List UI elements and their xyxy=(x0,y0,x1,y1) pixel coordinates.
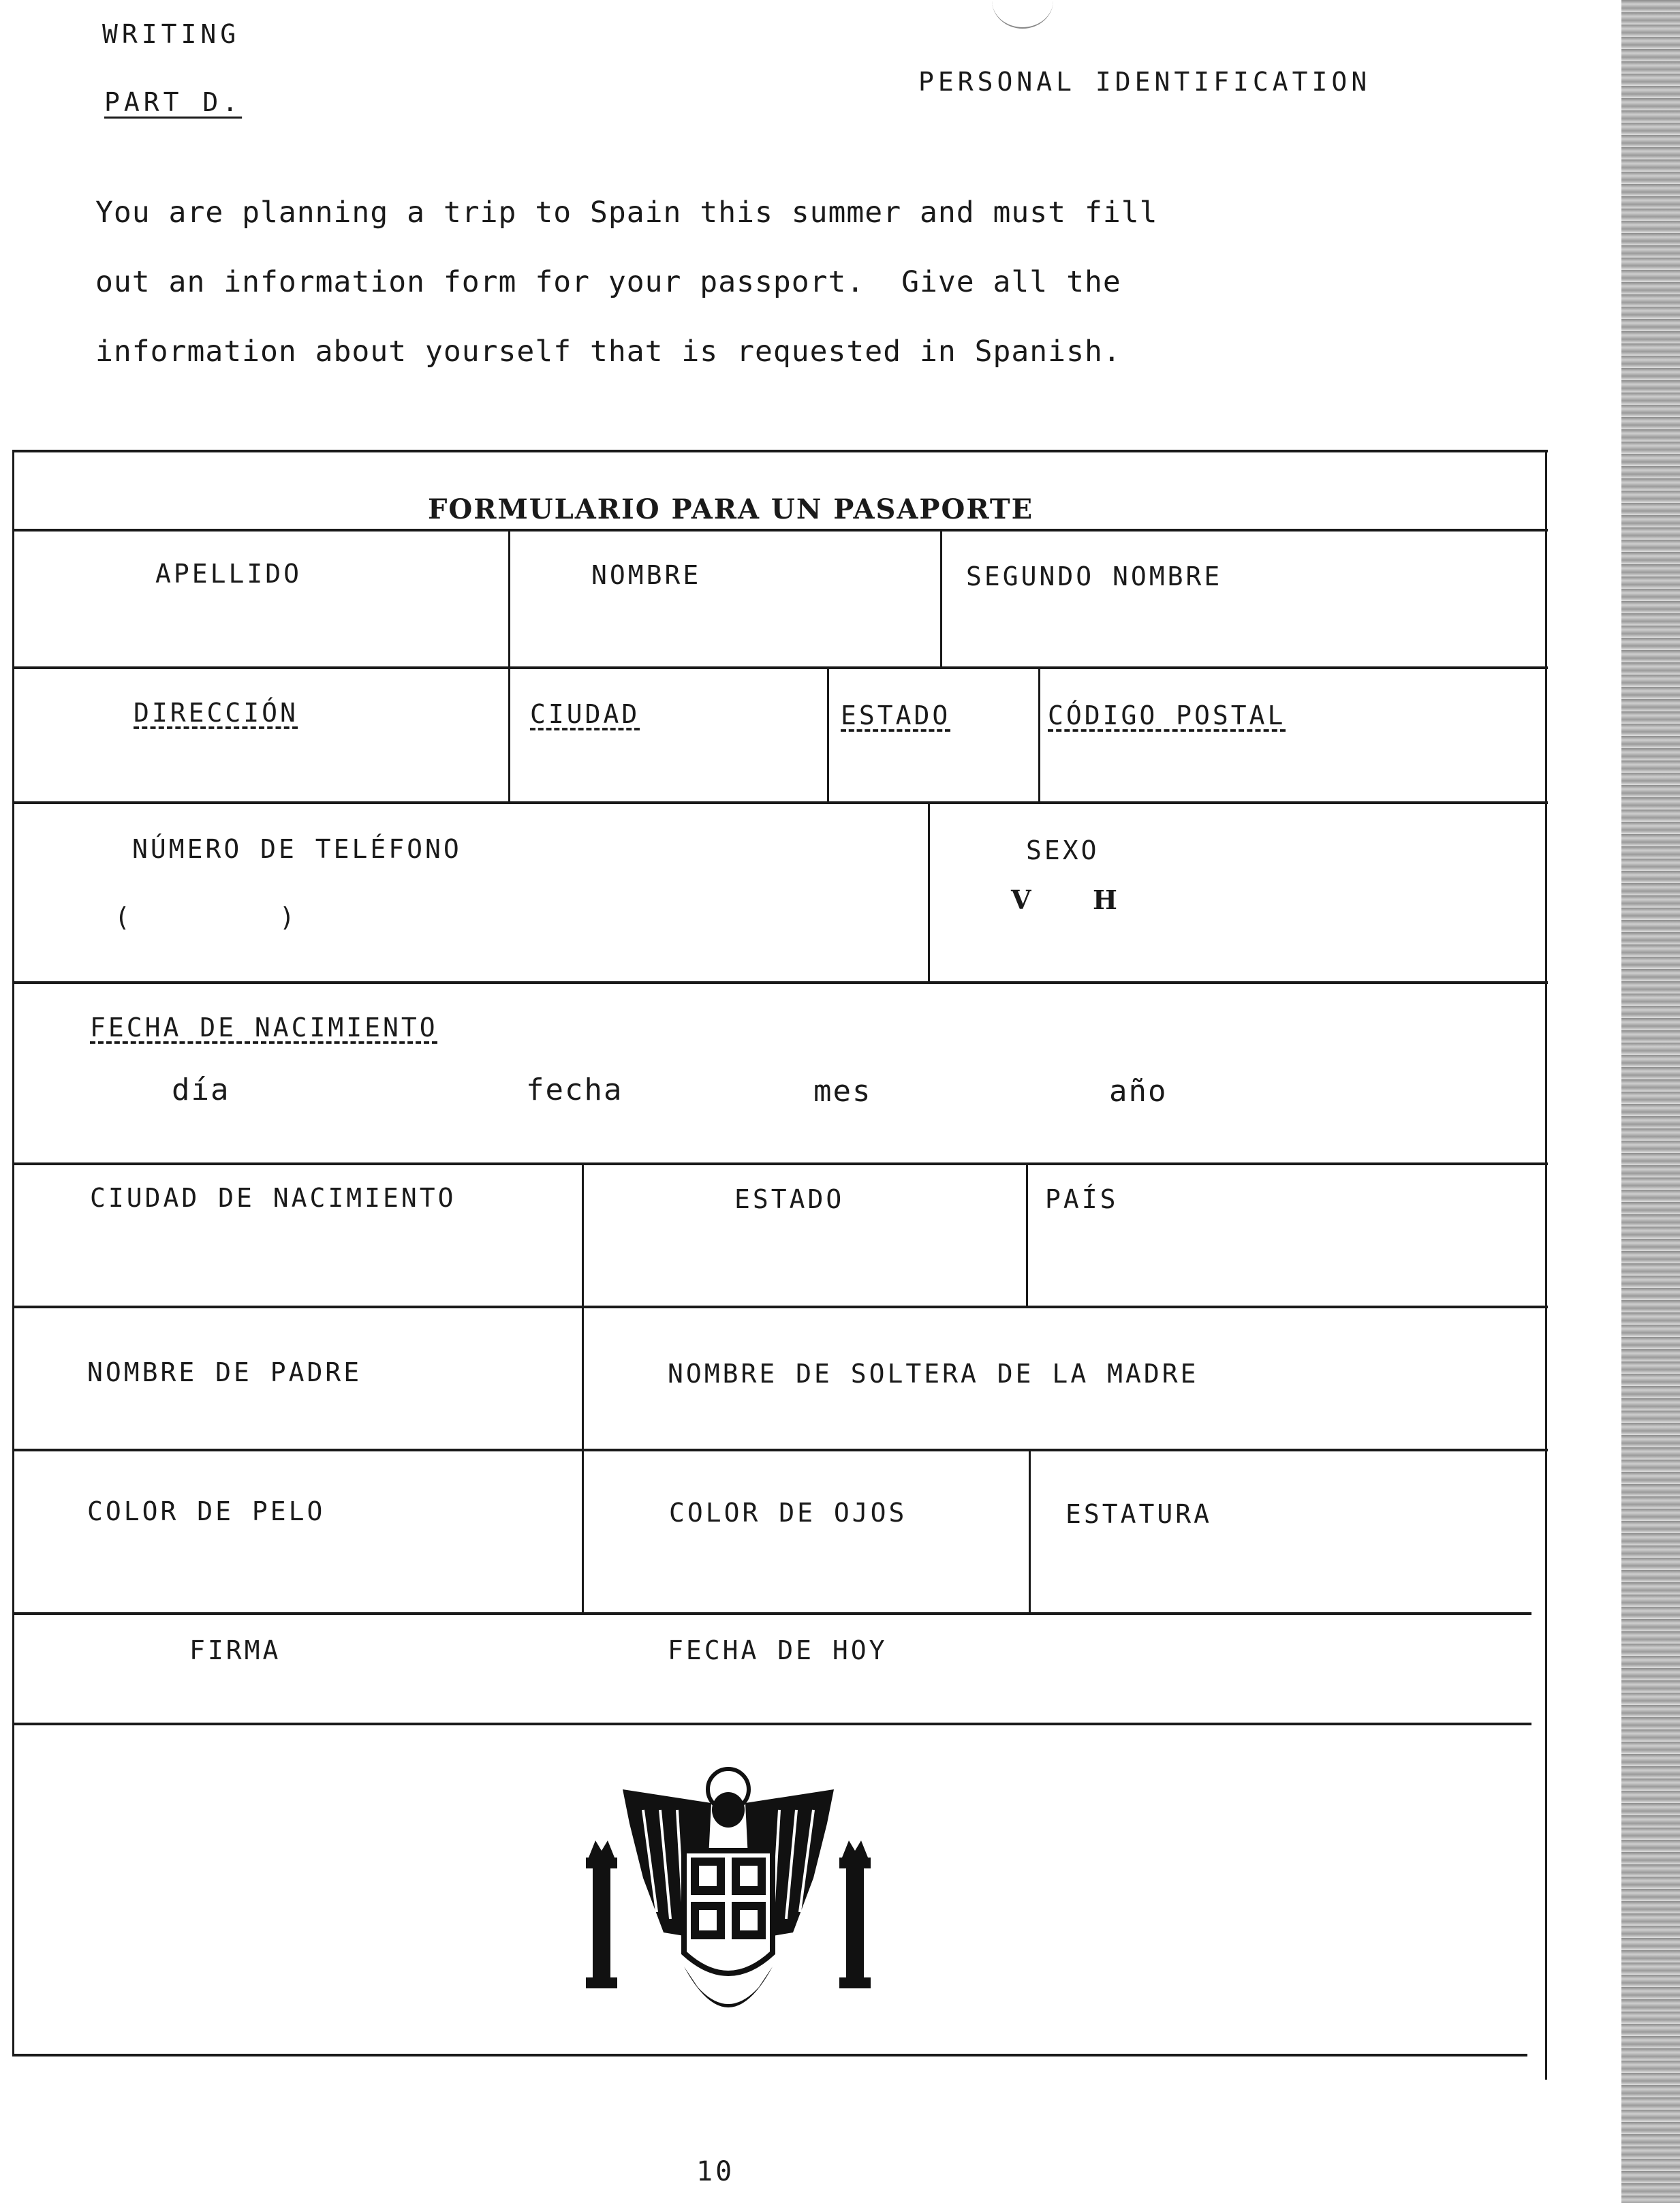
section-label: WRITING xyxy=(102,19,240,49)
sexo-option-v[interactable]: V xyxy=(1011,884,1034,915)
row-divider xyxy=(12,981,1548,984)
nombre-field[interactable]: NOMBRE xyxy=(591,560,702,590)
pais-field[interactable]: PAÍS xyxy=(1045,1184,1119,1214)
fecha-field[interactable]: fecha xyxy=(526,1073,623,1107)
estatura-field[interactable]: ESTATURA xyxy=(1065,1499,1213,1529)
telefono-field[interactable]: NÚMERO DE TELÉFONO xyxy=(132,834,462,864)
row-divider xyxy=(12,1162,1548,1165)
form-border-left xyxy=(12,450,14,2055)
instructions-line: out an information form for your passport. Give all the xyxy=(95,265,1121,299)
nombre-padre-field[interactable]: NOMBRE DE PADRE xyxy=(87,1357,362,1387)
codigo-postal-field[interactable]: CÓDIGO POSTAL xyxy=(1048,700,1286,730)
cell-divider xyxy=(508,529,510,666)
row-divider xyxy=(12,666,1548,669)
firma-field[interactable]: FIRMA xyxy=(189,1635,281,1665)
row-divider xyxy=(12,1449,1548,1451)
cell-divider xyxy=(1029,1449,1031,1612)
apellido-field[interactable]: APELLIDO xyxy=(155,559,302,589)
mes-field[interactable]: mes xyxy=(813,1074,872,1109)
cell-divider xyxy=(928,801,930,981)
topic-label: PERSONAL IDENTIFICATION xyxy=(918,67,1371,97)
instructions xyxy=(95,161,1158,404)
cell-divider xyxy=(1026,1162,1028,1306)
form-title: FORMULARIO PARA UN PASAPORTE xyxy=(428,493,1034,525)
direccion-field[interactable]: DIRECCIÓN xyxy=(134,698,298,728)
part-label: PART D. xyxy=(104,87,243,117)
row-divider xyxy=(12,801,1548,804)
row-divider xyxy=(12,1612,1531,1615)
coat-of-arms-icon xyxy=(582,1762,875,2055)
instructions-line: You are planning a trip to Spain this summer and must fill xyxy=(95,196,1158,230)
anio-field[interactable]: año xyxy=(1109,1074,1168,1109)
cell-divider xyxy=(940,529,942,666)
telefono-area-code[interactable]: ( ) xyxy=(114,902,298,932)
segundo-nombre-field[interactable]: SEGUNDO NOMBRE xyxy=(966,561,1223,591)
fecha-hoy-field[interactable]: FECHA DE HOY xyxy=(668,1635,888,1665)
ciudad-field[interactable]: CIUDAD xyxy=(530,699,640,729)
sexo-option-h[interactable]: H xyxy=(1093,884,1120,915)
cell-divider xyxy=(508,666,510,801)
fecha-nacimiento-label: FECHA DE NACIMIENTO xyxy=(90,1013,438,1043)
row-divider xyxy=(12,529,1548,532)
color-pelo-field[interactable]: COLOR DE PELO xyxy=(87,1496,326,1526)
passport-form xyxy=(12,450,1548,2078)
cell-divider xyxy=(582,1306,584,1449)
form-border-top xyxy=(12,450,1548,452)
instructions-line: information about yourself that is requested in Spanish. xyxy=(95,335,1121,369)
sexo-label: SEXO xyxy=(1026,835,1100,865)
page-number: 10 xyxy=(696,2156,735,2187)
nombre-madre-field[interactable]: NOMBRE DE SOLTERA DE LA MADRE xyxy=(668,1359,1199,1389)
estado-field[interactable]: ESTADO xyxy=(841,700,951,730)
ciudad-nacimiento-field[interactable]: CIUDAD DE NACIMIENTO xyxy=(90,1183,456,1213)
form-border-right xyxy=(1545,450,1547,2080)
row-divider xyxy=(12,1723,1531,1725)
cell-divider xyxy=(582,1162,584,1306)
cell-divider xyxy=(582,1449,584,1612)
scan-edge-strip xyxy=(1621,0,1680,2203)
color-ojos-field[interactable]: COLOR DE OJOS xyxy=(669,1498,907,1528)
cell-divider xyxy=(1038,666,1040,801)
row-divider xyxy=(12,1306,1548,1308)
dia-field[interactable]: día xyxy=(172,1073,230,1107)
estado-nacimiento-field[interactable]: ESTADO xyxy=(734,1184,845,1214)
punch-hole-mark xyxy=(992,0,1053,29)
cell-divider xyxy=(827,666,829,801)
